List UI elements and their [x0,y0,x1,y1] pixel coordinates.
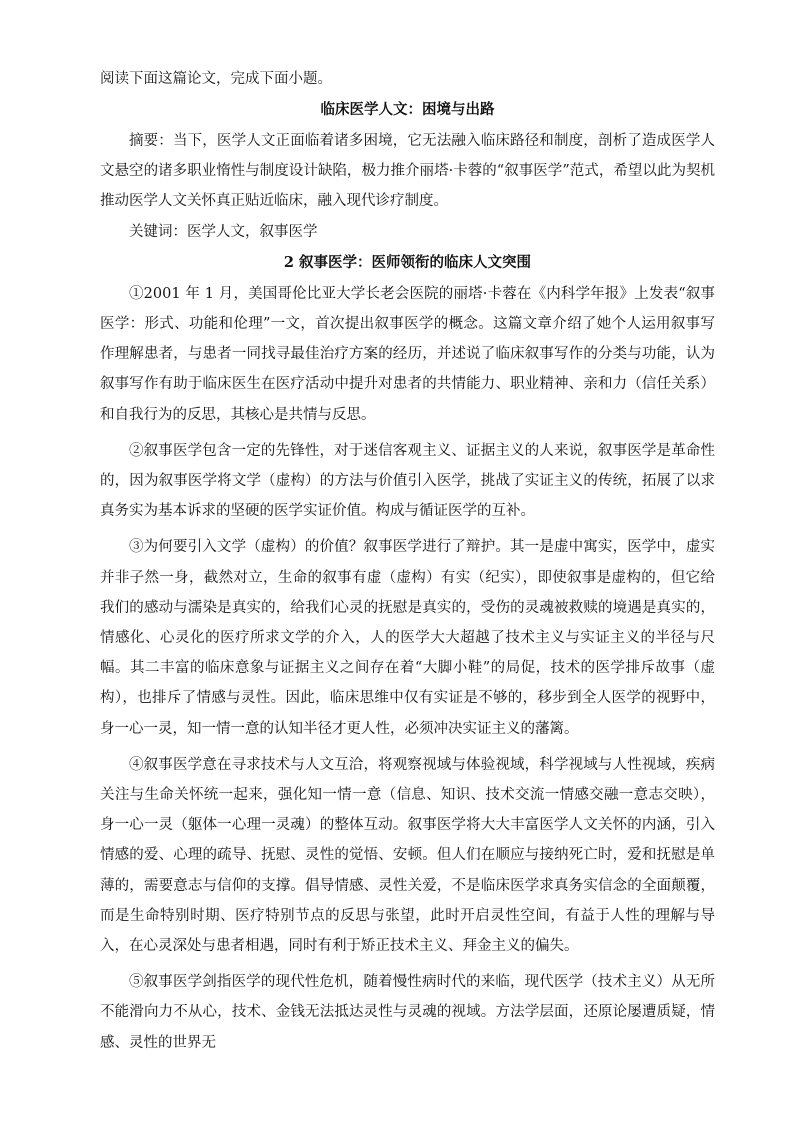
paragraph-5: ⑤叙事医学剑指医学的现代性危机，随着慢性病时代的来临，现代医学（技术主义）从无所不能滑向力不从心，技术、金钱无法抵达灵性与灵魂的视域。方法学层面，还原论屡遭质疑，情感、灵性的世界无 [100,974,715,1051]
document-content [100,64,715,1064]
paragraph-2: ②叙事医学包含一定的先锋性，对于迷信客观主义、证据主义的人来说，叙事医学是革命性的，因为叙事医学将文学（虚构）的方法与价值引入医学，挑战了实证主义的传统，拓展了以求真务实为基本诉求的坚硬的医学实证价值。构成与循证医学的互补。 [100,442,715,520]
reading-instruction: 阅读下面这篇论文，完成下面小题。 [100,71,332,87]
article-title: 临床医学人文：困境与出路 [320,101,495,118]
article-abstract: 摘要：当下，医学人文正面临着诸多困境，它无法融入临床路径和制度，剖析了造成医学人文悬空的诸多职业惰性与制度设计缺陷，极力推介丽塔·卡蓉的“叙事医学”范式，希望以此为契机推动医学人文关怀真正贴近临床，融入现代诊疗制度。 [100,133,715,210]
paragraph-1: ①2001 年 1 月，美国哥伦比亚大学长老会医院的丽塔·卡蓉在《内科学年报》上发表“叙事医学：形式、功能和伦理”一文，首次提出叙事医学的概念。这篇文章介绍了她个人运用叙事写作理解患者，与患者一同找寻最佳治疗方案的经历，并述说了临床叙事写作的分类与功能，认为叙事写作有助于临床医生在医疗活动中提升对患者的共情能力、职业精神、亲和力（信任关系）和自我行为的反思，其核心是共情与反思。 [100,285,715,423]
paragraph-4: ④叙事医学意在寻求技术与人文互洽，将观察视域与体验视域，科学视域与人性视域，疾病关注与生命关怀统一起来，强化知一情一意（信息、知识、技术交流一情感交融一意志交映），身一心一灵（躯体一心理一灵魂）的整体互动。叙事医学将大大丰富医学人文关怀的内涵，引入情感的爱、心理的疏导、抚慰、灵性的觉悟、安顿。但人们在顺应与接纳死亡时，爱和抚慰是单薄的，需要意志与信仰的支撑。倡导情感、灵性关爱，不是临床医学求真务实信念的全面颠覆，而是生命特别时期、医疗特别节点的反思与张望，此时开启灵性空间，有益于人性的理解与导入，在心灵深处与患者相遇，同时有利于矫正技术主义、拜金主义的偏失。 [100,756,715,955]
section-title: 2 叙事医学：医师领衔的临床人文突围 [283,253,532,271]
paragraph-3: ③为何要引入文学（虚构）的价值？叙事医学进行了辩护。其一是虚中寓实，医学中，虚实并非子然一身，截然对立，生命的叙事有虚（虚构）有实（纪实），即使叙事是虚构的，但它给我们的感动与濡染是真实的，给我们心灵的抚慰是真实的，受伤的灵魂被救赎的境遇是真实的，情感化、心灵化的医疗所求文学的介入，人的医学大大超越了技术主义与实证主义的半径与尺幅。其二丰富的临床意象与证据主义之间存在着“大脚小鞋”的局促，技术的医学排斥故事（虚构），也排斥了情感与灵性。因此，临床思维中仅有实证是不够的，移步到全人医学的视野中，身一心一灵，知一情一意的认知半径才更人性，必须冲决实证主义的藩篱。 [100,539,715,737]
article-keywords: 关键词：医学人文，叙事医学 [129,223,318,240]
